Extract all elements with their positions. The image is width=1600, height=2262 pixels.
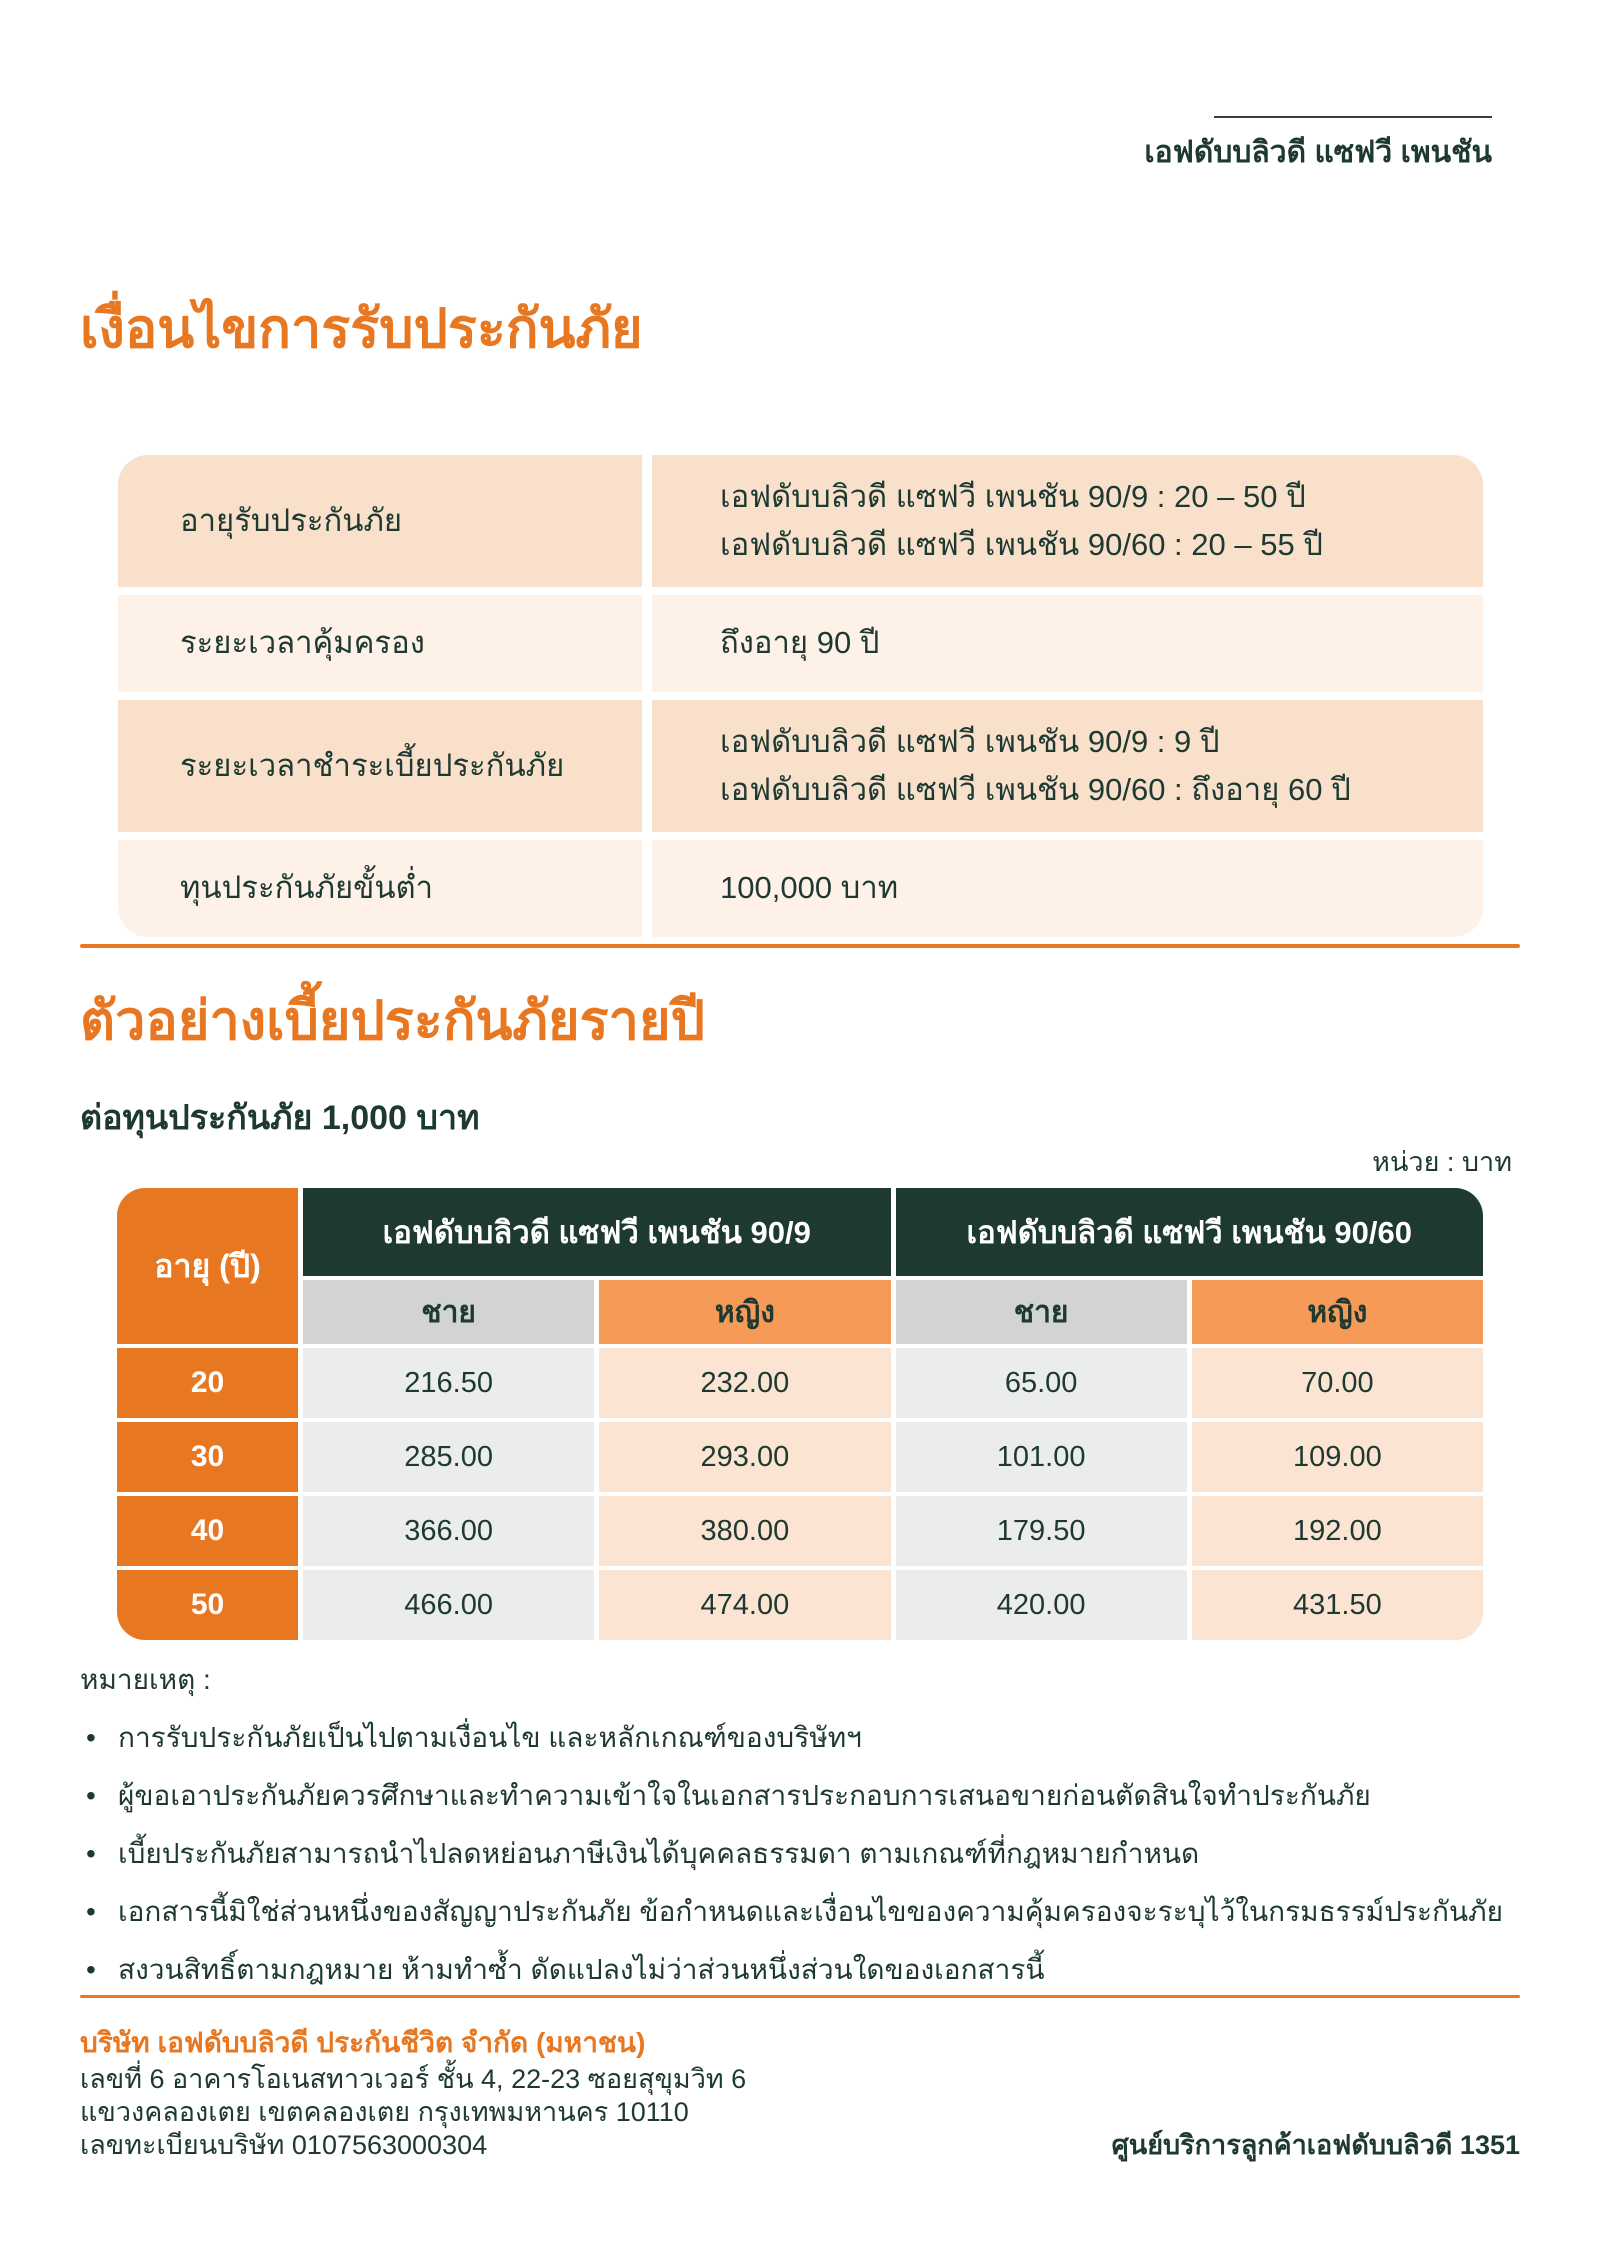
list-item — [80, 1775, 1520, 1817]
condition-label: ระยะเวลาคุ้มครอง — [118, 595, 642, 692]
premium-table — [117, 1188, 1483, 1640]
premium-value: 366.00 — [303, 1496, 594, 1566]
note-text: สงวนสิทธิ์ตามกฎหมาย ห้ามทำซ้ำ ดัดแปลงไม่ว่าส่วนหนึ่งส่วนใดของเอกสารนี้ — [118, 1954, 1045, 1986]
gender-header-female: หญิง — [1192, 1280, 1483, 1344]
conditions-table — [118, 455, 1483, 937]
premium-value: 466.00 — [303, 1570, 594, 1640]
condition-value — [652, 595, 1483, 692]
condition-value-line: เอฟดับบลิวดี แซฟวี เพนชัน 90/60 : ถึงอายุ 60 ปี — [720, 772, 1351, 807]
note-text: เอกสารนี้มิใช่ส่วนหนึ่งของสัญญาประกันภัย ข้อกำหนดและเงื่อนไขของความคุ้มครองจะระบุไว้ในกรมธรรม์ประกันภัย — [118, 1896, 1504, 1928]
condition-value — [652, 455, 1483, 587]
condition-value-line: 100,000 บาท — [720, 870, 899, 906]
footer-divider — [80, 1995, 1520, 1998]
note-text: การรับประกันภัยเป็นไปตามเงื่อนไข และหลักเกณฑ์ของบริษัทฯ — [118, 1722, 862, 1754]
list-item — [80, 1833, 1520, 1875]
gender-header-male: ชาย — [896, 1280, 1187, 1344]
gender-header-male: ชาย — [303, 1280, 594, 1344]
premium-value: 285.00 — [303, 1422, 594, 1492]
call-center: ศูนย์บริการลูกค้าเอฟดับบลิวดี 1351 — [1111, 2130, 1520, 2160]
premium-value: 232.00 — [599, 1348, 890, 1418]
unit-label: หน่วย : บาท — [1372, 1147, 1512, 1177]
company-address-line1: เลขที่ 6 อาคารโอเนสทาวเวอร์ ชั้น 4, 22-23 ซอยสุขุมวิท 6 — [80, 2064, 747, 2094]
note-text: เบี้ยประกันภัยสามารถนำไปลดหย่อนภาษีเงินได้บุคคลธรรมดา ตามเกณฑ์ที่กฎหมายกำหนด — [118, 1838, 1200, 1870]
company-registration: เลขทะเบียนบริษัท 0107563000304 — [80, 2130, 488, 2160]
plan-header-90-9: เอฟดับบลิวดี แซฟวี เพนชัน 90/9 — [303, 1188, 891, 1276]
premium-value: 179.50 — [896, 1496, 1187, 1566]
condition-label: ระยะเวลาชำระเบี้ยประกันภัย — [118, 700, 642, 832]
plan-header-90-60: เอฟดับบลิวดี แซฟวี เพนชัน 90/60 — [896, 1188, 1484, 1276]
bullet-icon: • — [86, 1722, 96, 1754]
company-address-line2: แขวงคลองเตย เขตคลองเตย กรุงเทพมหานคร 10110 — [80, 2097, 689, 2127]
bullet-icon: • — [86, 1954, 96, 1986]
premium-value: 109.00 — [1192, 1422, 1483, 1492]
header-rule — [1214, 116, 1492, 118]
age-value: 20 — [117, 1348, 298, 1418]
bullet-icon: • — [86, 1896, 96, 1928]
premium-section-title: ตัวอย่างเบี้ยประกันภัยรายปี — [80, 991, 705, 1051]
condition-value — [652, 840, 1483, 937]
condition-value-line: เอฟดับบลิวดี แซฟวี เพนชัน 90/9 : 20 – 50 ปี — [720, 478, 1306, 514]
table-row — [118, 595, 1483, 692]
age-value: 30 — [117, 1422, 298, 1492]
premium-value: 431.50 — [1192, 1570, 1483, 1640]
table-row — [118, 840, 1483, 937]
company-name: บริษัท เอฟดับบลิวดี ประกันชีวิต จำกัด (มหาชน) — [80, 2027, 646, 2058]
condition-label: อายุรับประกันภัย — [118, 455, 642, 587]
notes-section — [80, 1660, 1520, 2007]
section-divider — [80, 944, 1520, 948]
condition-value-line: เอฟดับบลิวดี แซฟวี เพนชัน 90/60 : 20 – 55 ปี — [720, 527, 1323, 562]
premium-value: 192.00 — [1192, 1496, 1483, 1566]
premium-value: 70.00 — [1192, 1348, 1483, 1418]
premium-subtitle: ต่อทุนประกันภัย 1,000 บาท — [80, 1099, 480, 1137]
condition-value — [652, 700, 1483, 832]
condition-value-line: เอฟดับบลิวดี แซฟวี เพนชัน 90/9 : 9 ปี — [720, 723, 1220, 759]
conditions-section-title: เงื่อนไขการรับประกันภัย — [80, 299, 643, 359]
table-row — [118, 455, 1483, 587]
age-column-header: อายุ (ปี) — [117, 1188, 298, 1344]
premium-value: 65.00 — [896, 1348, 1187, 1418]
age-value: 50 — [117, 1570, 298, 1640]
footer — [80, 2026, 1520, 2162]
notes-title: หมายเหตุ : — [80, 1664, 211, 1695]
gender-header-female: หญิง — [599, 1280, 890, 1344]
premium-value: 216.50 — [303, 1348, 594, 1418]
note-text: ผู้ขอเอาประกันภัยควรศึกษาและทำความเข้าใจในเอกสารประกอบการเสนอขายก่อนตัดสินใจทำประกันภัย — [118, 1780, 1371, 1812]
list-item — [80, 1949, 1520, 1991]
bullet-icon: • — [86, 1780, 96, 1812]
table-row — [118, 700, 1483, 832]
premium-value: 293.00 — [599, 1422, 890, 1492]
premium-value: 380.00 — [599, 1496, 890, 1566]
premium-value: 101.00 — [896, 1422, 1187, 1492]
premium-value: 474.00 — [599, 1570, 890, 1640]
bullet-icon: • — [86, 1838, 96, 1870]
condition-label: ทุนประกันภัยขั้นต่ำ — [118, 840, 642, 937]
list-item — [80, 1891, 1520, 1933]
page-header — [1144, 116, 1492, 171]
condition-value-line: ถึงอายุ 90 ปี — [720, 625, 880, 661]
list-item — [80, 1717, 1520, 1759]
product-name: เอฟดับบลิวดี แซฟวี เพนชัน — [1144, 136, 1492, 169]
premium-value: 420.00 — [896, 1570, 1187, 1640]
age-value: 40 — [117, 1496, 298, 1566]
